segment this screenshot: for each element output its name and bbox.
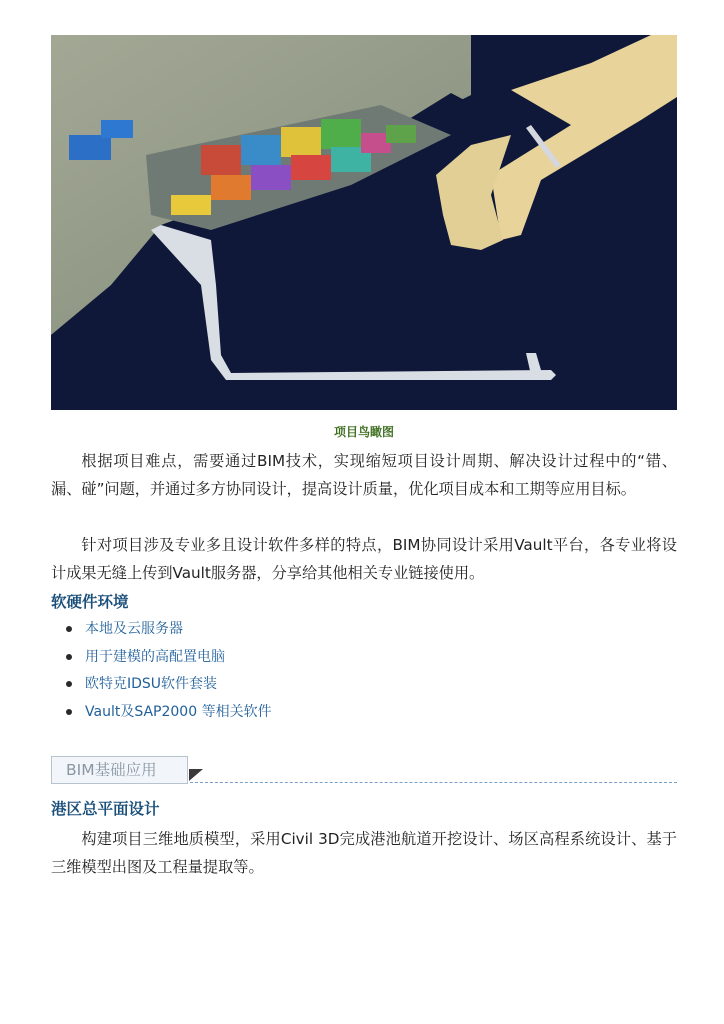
port-aerial-image <box>51 35 677 410</box>
list-item <box>66 616 272 644</box>
section-tab-bim-basics <box>51 756 188 784</box>
figure-caption: 项目鸟瞰图 <box>333 425 394 439</box>
section-title-environment: 软硬件环境 <box>51 593 129 611</box>
list-item <box>66 644 272 672</box>
bullet-icon <box>66 626 72 632</box>
section-divider <box>190 782 677 783</box>
list-item <box>66 699 272 727</box>
section-tab-label: BIM基础应用 <box>66 761 157 779</box>
bullet-icon <box>66 654 72 660</box>
list-item-text: 本地及云服务器 <box>85 621 183 637</box>
section-title-port-layout: 港区总平面设计 <box>51 800 160 818</box>
tab-corner-triangle-icon <box>189 769 203 781</box>
paragraph-vault: 针对项目涉及专业多且设计软件多样的特点，BIM协同设计采用Vault平台，各专业将设计成果无缝上传到Vault服务器，分享给其他相关专业链接使用。 <box>51 536 677 582</box>
paragraph-goals: 根据项目难点，需要通过BIM技术，实现缩短项目设计周期、解决设计过程中的“错、漏、碰”问题，并通过多方协同设计，提高设计质量，优化项目成本和工期等应用目标。 <box>51 452 677 498</box>
list-item-text: Vault及SAP2000 等相关软件 <box>85 703 272 720</box>
list-item <box>66 671 272 699</box>
bullet-icon <box>66 681 72 687</box>
port-aerial-illustration <box>51 35 677 410</box>
list-item-text: 欧特克IDSU软件套装 <box>85 676 218 692</box>
paragraph-port-layout: 构建项目三维地质模型，采用Civil 3D完成港池航道开挖设计、场区高程系统设计、基于三维模型出图及工程量提取等。 <box>51 830 677 876</box>
environment-list <box>66 616 272 726</box>
list-item-text: 用于建模的高配置电脑 <box>85 648 225 665</box>
bullet-icon <box>66 709 72 715</box>
